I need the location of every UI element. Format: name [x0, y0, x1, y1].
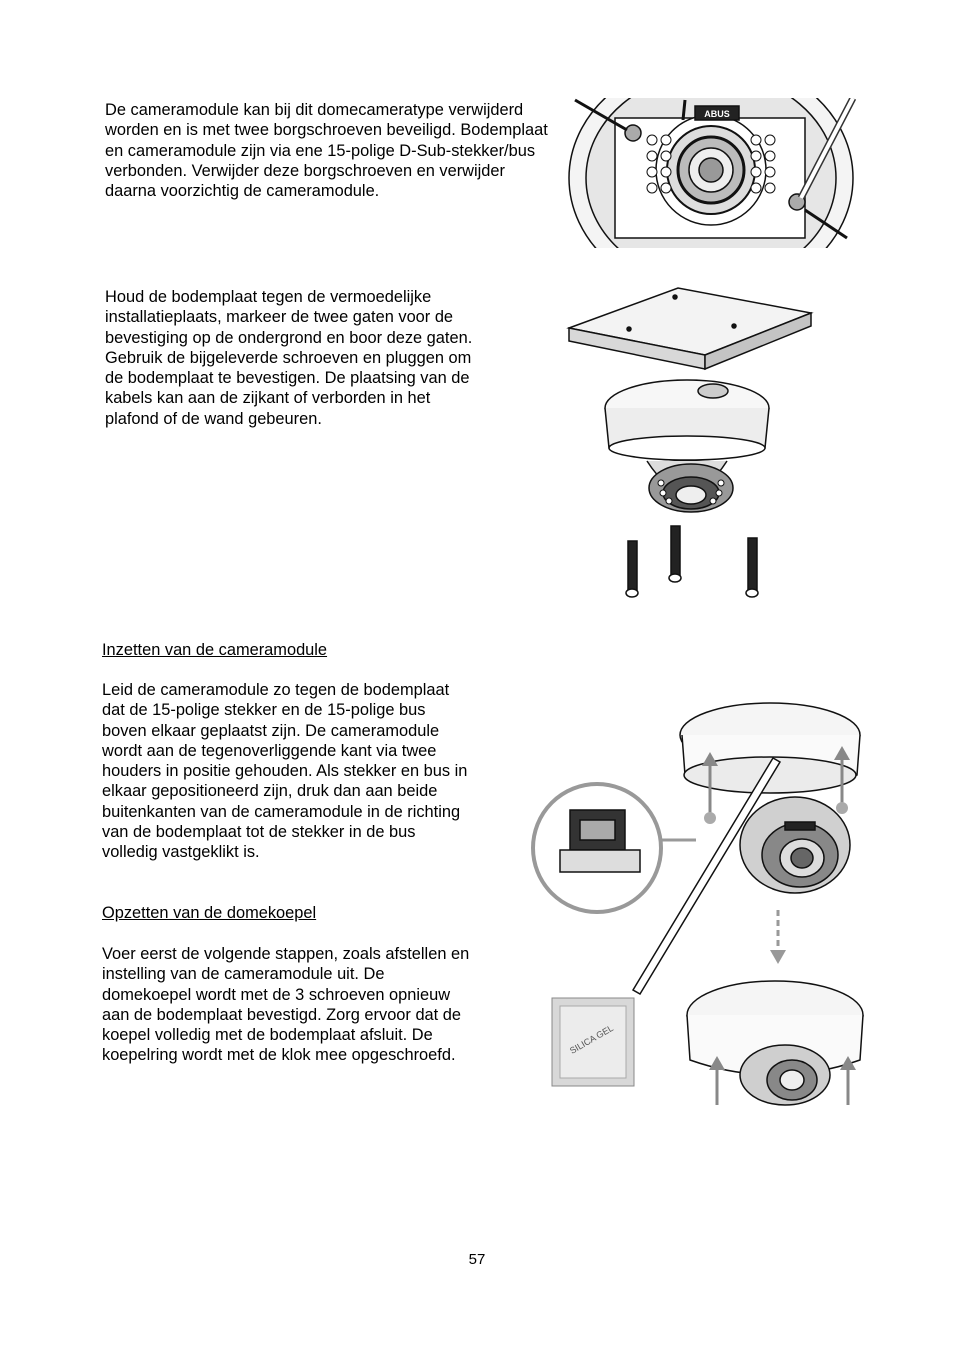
- figure-mounting-exploded: [565, 283, 815, 601]
- paragraph-insert-module: Leid de cameramodule zo tegen de bodemplaat dat de 15-polige stekker en de 15-polige bus boven elkaar geplaatst zijn. De cameramodule wordt aan de tegenoverliggende kant via twee houders in positie gehouden. Als stekker en bus in elkaar gepositioneerd zijn, druk dan aan beide buitenkanten van de cameramodule in de richting van de bodemplaat tot de stekker in de bus volledig vastgeklikt is.: [102, 681, 468, 862]
- abus-logo: ABUS: [704, 109, 730, 119]
- heading-insert-module: Inzetten van de cameramodule: [102, 641, 328, 659]
- paragraph-attach-dome: Voer eerst de volgende stappen, zoals afstellen en instelling van de cameramodule uit. De domekoepel wordt met de 3 schroeven opnieuw aan de bodemplaat bevestigd. Zorg ervoor dat de koepel volledig met de bodemplaat afsluit. De koepelring wordt met de klok mee opgeschroefd.: [102, 945, 470, 1065]
- page-number: 57: [468, 1251, 486, 1268]
- figure-camera-module-screws: [565, 98, 857, 248]
- paragraph-mount-baseplate: Houd de bodemplaat tegen de vermoedelijke installatieplaats, markeer de twee gaten voor de bevestiging op de ondergrond en boor deze gaten. Gebruik de bijgeleverde schroeven en pluggen om de bodemplaat te bevestigen. De plaatsing van de kabels kan aan de zijkant of verborden in het plafond of de wand gebeuren.: [105, 288, 473, 428]
- silica-gel-sachet: [552, 998, 634, 1086]
- heading-attach-dome: Opzetten van de domekoepel: [102, 904, 317, 922]
- paragraph-remove-module: De cameramodule kan bij dit domecameratype verwijderd worden en is met twee borgschroeven beveiligd. Bodemplaat en cameramodule zijn via ene 15-polige D-Sub-stekker/bus verbonden. Verwijder deze borgschroeven en verwijder daarna voorzichtig de cameramodule.: [105, 101, 548, 201]
- silica-gel-label: SILICA GEL: [567, 1022, 616, 1056]
- figure-insert-and-dome: [530, 680, 880, 1120]
